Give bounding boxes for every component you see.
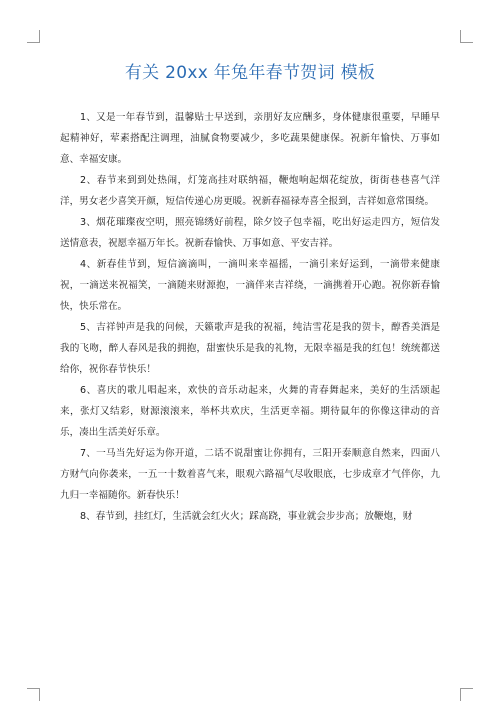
document-body [60,107,440,527]
paragraph-3: 3、烟花璀璨夜空明，照亮锦绣好前程，除夕饺子包幸福，吃出好运走四方，短信发送情意表，祝愿幸福万年长。祝新春愉快、万事如意、平安吉祥。 [60,217,440,249]
paragraph-2: 2、春节来到到处热闹，灯笼高挂对联纳福，鞭炮响起烟花绽放，街街巷巷喜气洋洋，男女老少喜笑开颜，短信传递心房更暖。祝新春福禄寿喜全报到，吉祥如意常围绕。 [60,175,440,207]
paragraph-7: 7、一马当先好运为你开道，二话不说甜蜜让你拥有，三阳开泰顺意自然来，四面八方财气向你袭来，一五一十数着喜气来，眼观六路福气尽收眼底，七步成章才气伴你，九九归一幸福随你。新春快乐！ [60,448,440,501]
paragraph-1: 1、又是一年春节到，温馨贴士早送到，亲朋好友应酬多，身体健康很重要，早睡早起精神好，荤素搭配注调理，油腻食物要减少，多吃蔬果健康保。祝新年愉快、万事如意、幸福安康。 [60,112,440,165]
paragraph-5: 5、吉祥钟声是我的问候，天籁歌声是我的祝福，纯洁雪花是我的贺卡，醇香美酒是我的飞吻，醉人春风是我的拥抱，甜蜜快乐是我的礼物，无限幸福是我的红包！统统都送给你，祝你春节快乐！ [60,322,440,375]
crop-mark-bottom-left [27,688,40,701]
paragraph-8: 8、春节到，挂红灯，生活就会红火火；踩高跷，事业就会步步高；放鞭炮，财 [80,511,413,522]
crop-mark-top-left [27,30,40,43]
paragraph-6: 6、喜庆的歌儿唱起来，欢快的音乐动起来，火舞的青春舞起来，美好的生活颂起来，张灯又结彩，财源滚滚来，举杯共欢庆，生活更幸福。期待鼠年的你像这律动的音乐，凑出生活美好乐章。 [60,385,440,438]
paragraph-4: 4、新春佳节到，短信滴滴叫，一滴叫来幸福摇，一滴引来好运到，一滴带来健康祝，一滴送来祝福笑，一滴随来财源抱，一滴伴来吉祥绕，一滴携着开心跑。祝你新春愉快，快乐常在。 [60,259,440,312]
crop-mark-top-right [460,30,473,43]
document-title: 有关 20xx 年兔年春节贺词 模板 [124,63,376,83]
crop-mark-bottom-right [460,688,473,701]
